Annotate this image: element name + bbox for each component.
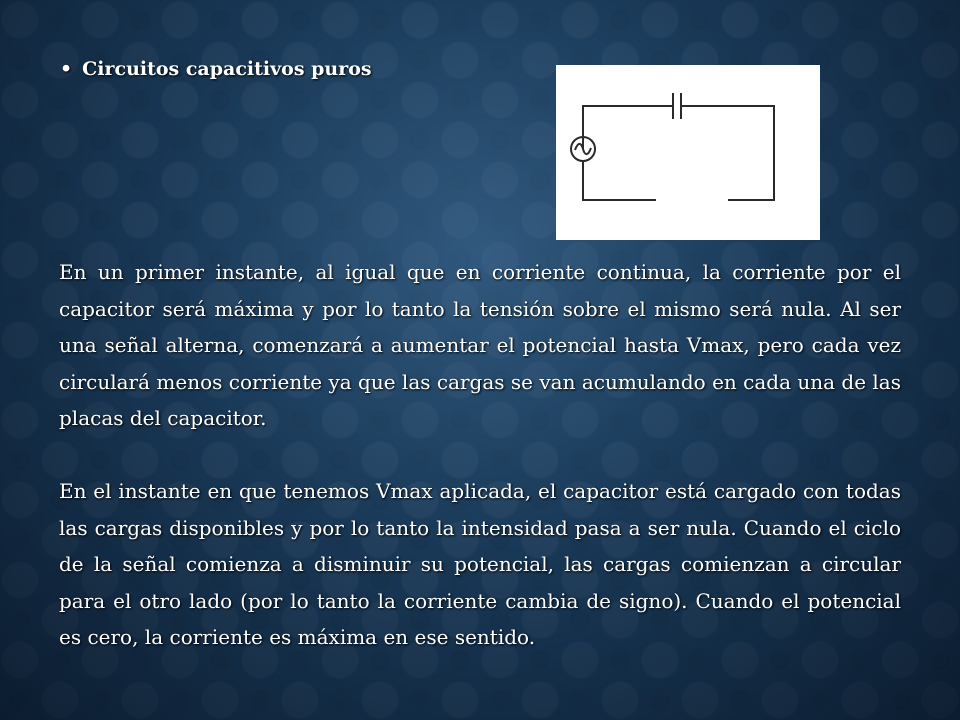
bullet-icon: • (60, 58, 73, 80)
paragraph-1: En un primer instante, al igual que en corriente continua, la corriente por el capacitor será máxima y por lo tanto la tensión sobre el mismo será nula. Al ser una señal alterna, comenzará a aumentar el potencial hasta Vmax, pero cada vez circulará menos corriente ya que las cargas se van acumulando en cada una de las placas del capacitor. (59, 260, 901, 430)
bullet-heading (60, 58, 372, 80)
wire-bottom-left (583, 162, 656, 200)
wire-top-right (681, 106, 774, 200)
heading-text: Circuitos capacitivos puros (82, 58, 372, 80)
wire-top-left (583, 106, 673, 149)
paragraph-2: En el instante en que tenemos Vmax aplicada, el capacitor está cargado con todas las cargas disponibles y por lo tanto la intensidad pasa a ser nula. Cuando el ciclo de la señal comienza a disminuir su potencial, las cargas comienzan a circular para el otro lado (por lo tanto la corriente cambia de signo). Cuando el potencial es cero, la corriente es máxima en ese sentido. (59, 479, 901, 649)
body-text (59, 254, 901, 656)
circuit-diagram (556, 65, 820, 240)
circuit-diagram-image (556, 65, 820, 240)
